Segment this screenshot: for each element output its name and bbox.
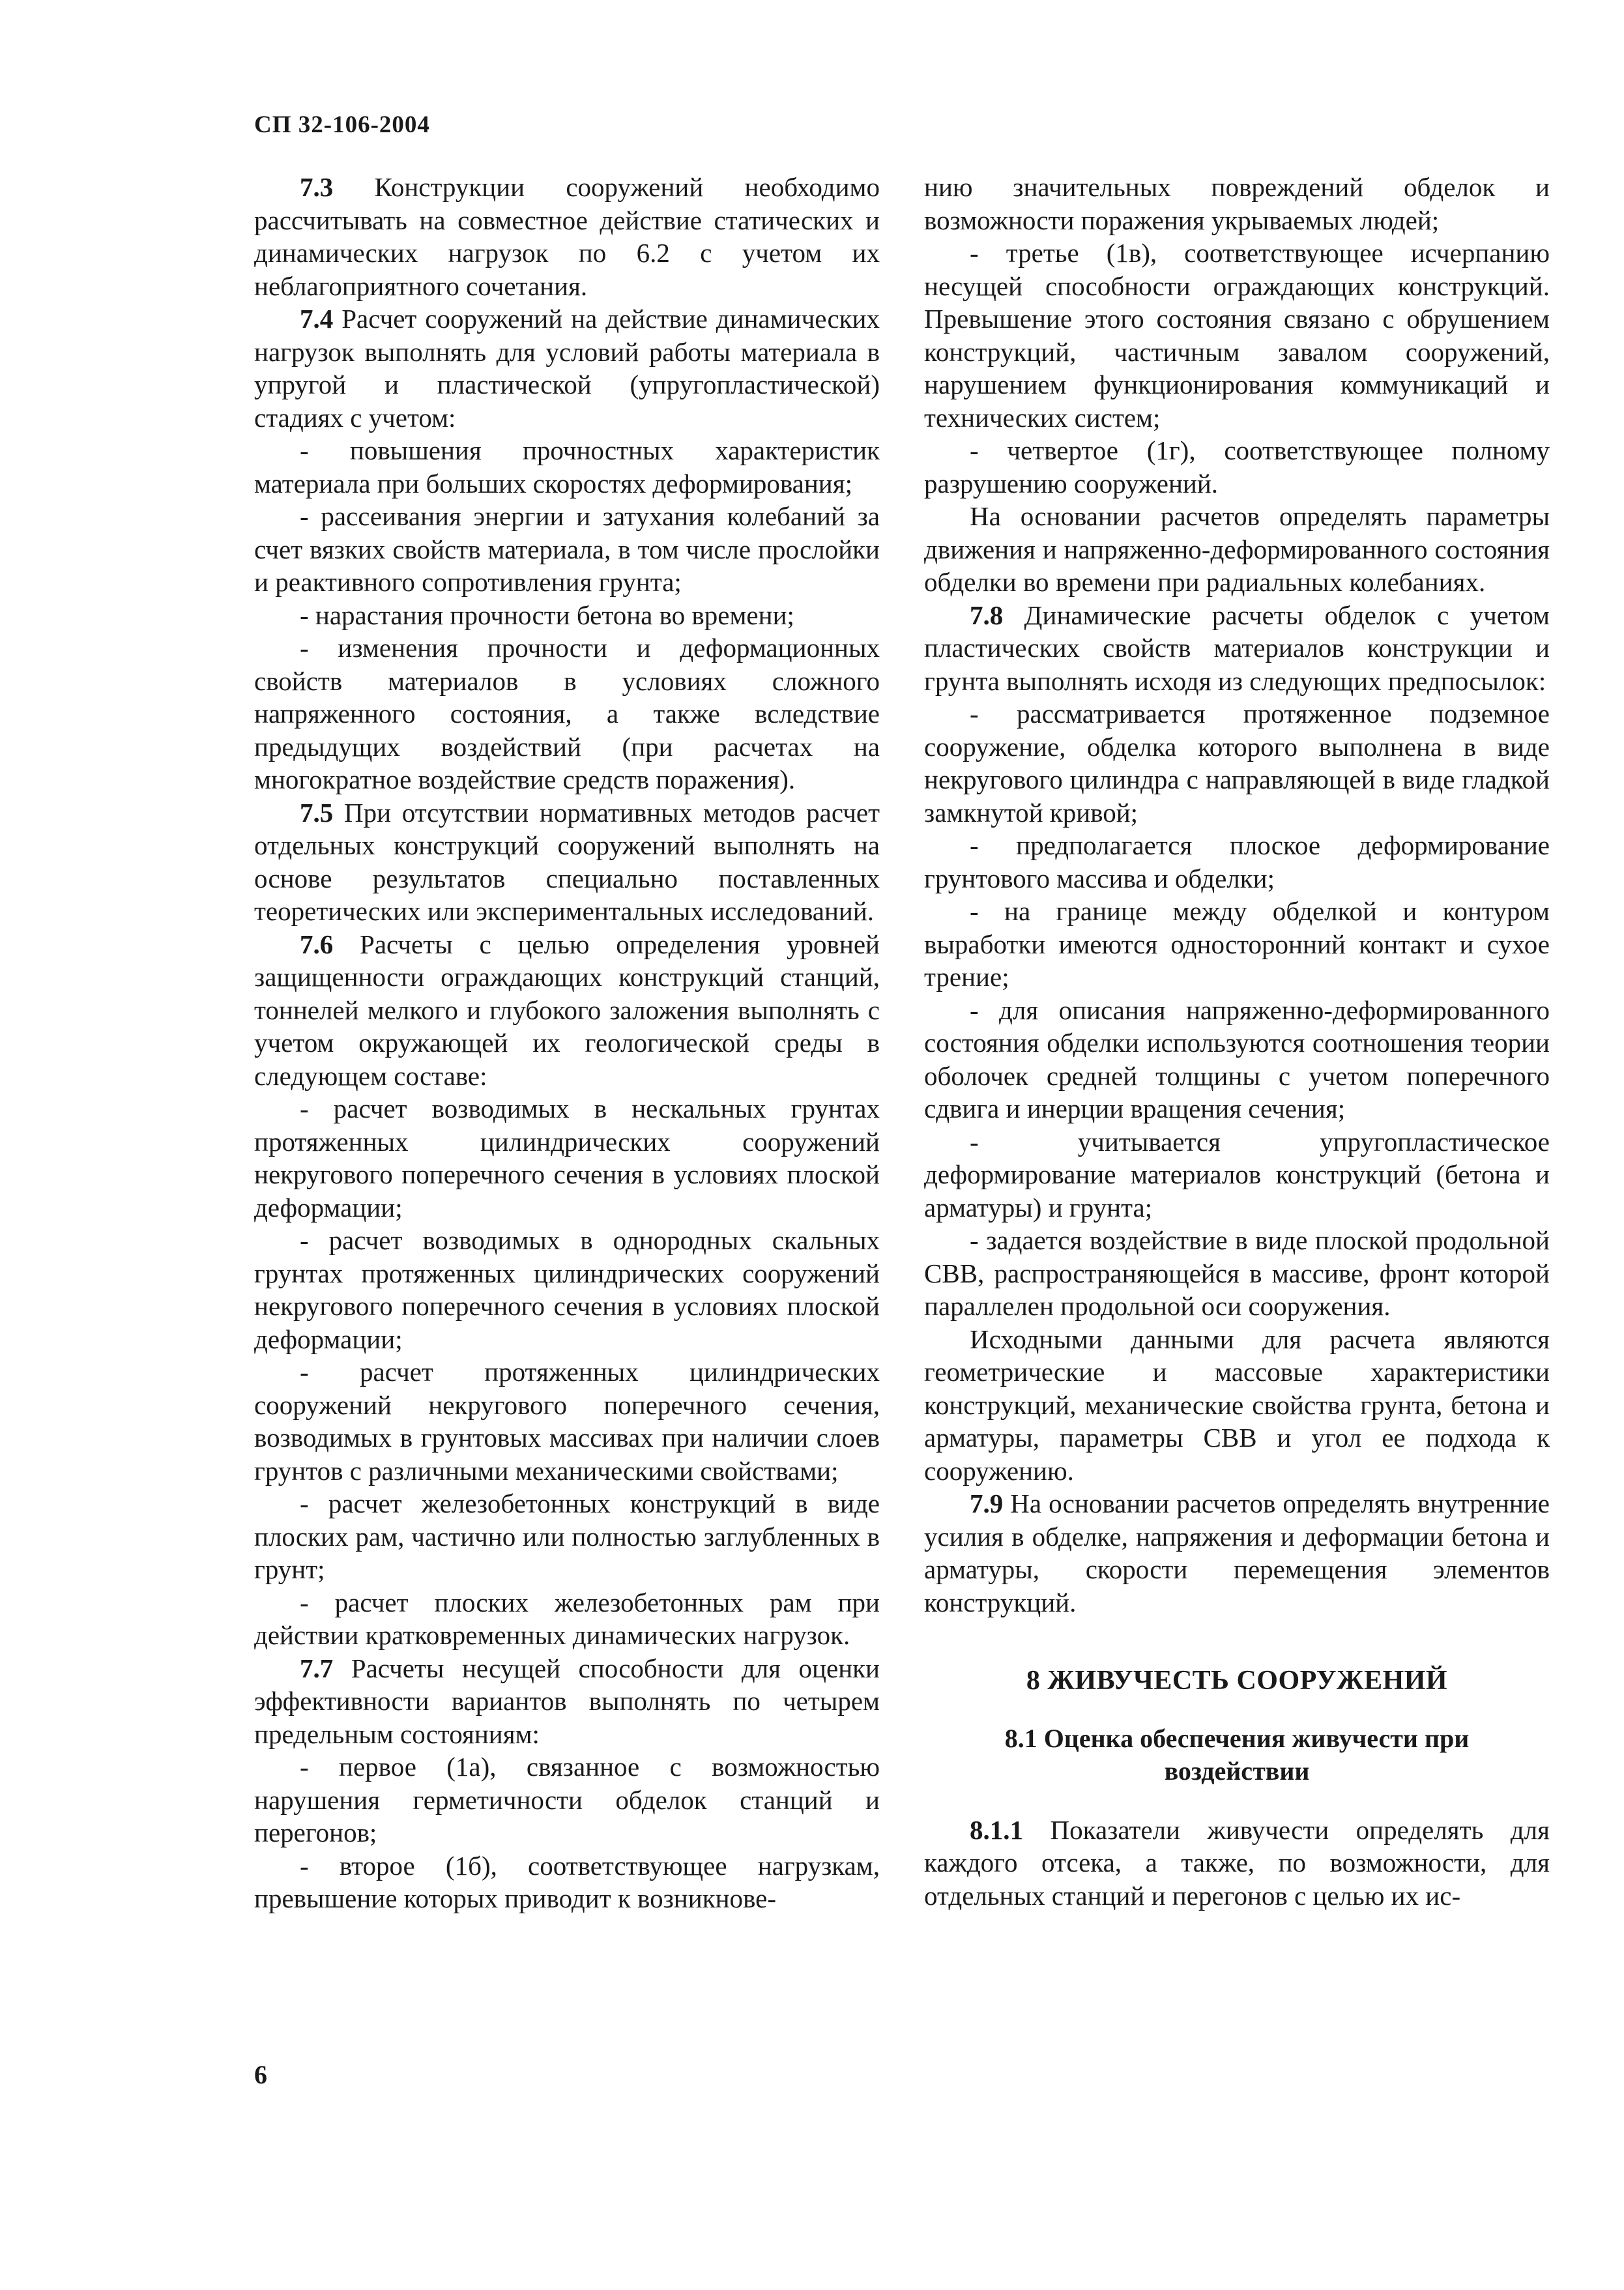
paragraph-7-6 <box>254 928 880 1093</box>
paragraph-7-4 <box>254 302 880 434</box>
list-item: - задается воздействие в виде плоской продольной СВВ, распространяющейся в массиве, фронт которой параллелен продольной оси сооружения. <box>924 1225 1550 1321</box>
paragraph-8-1-1 <box>924 1814 1550 1913</box>
clause-number-7-6: 7.6 <box>300 929 334 959</box>
list-item: - учитывается упругопластическое деформирование материалов конструкций (бетона и арматуры) и грунта; <box>924 1126 1550 1223</box>
list-item: - изменения прочности и деформационных свойств материалов в условиях сложного напряженного состояния, а также вследствие предыдущих воздействий (при расчетах на многократное воздействие средств поражения). <box>254 633 880 794</box>
page-number: 6 <box>254 2060 267 2089</box>
clause-number-7-4: 7.4 <box>300 304 334 334</box>
list-item: - первое (1а), связанное с возможностью нарушения герметичности обделок станций и перегонов; <box>254 1752 880 1848</box>
list-item: - нарастания прочности бетона во времени; <box>300 600 794 630</box>
paragraph-7-9 <box>924 1487 1550 1619</box>
paragraph-calc-parameters: На основании расчетов определять параметры движения и напряженно-деформированного состояния обделки во времени при радиальных колебаниях. <box>924 501 1550 597</box>
clause-number-7-7: 7.7 <box>300 1653 334 1683</box>
right-column <box>924 171 1550 1912</box>
clause-number-7-9: 7.9 <box>970 1488 1004 1518</box>
list-item: - второе (1б), соответствующее нагрузкам, превышение которых приводит к возникнове- <box>254 1850 880 1913</box>
list-item: - четвертое (1г), соответствующее полному разрушению сооружений. <box>924 435 1550 499</box>
section-8-heading: 8 ЖИВУЧЕСТЬ СООРУЖЕНИЙ <box>1026 1666 1448 1696</box>
clause-text-8-1-1: Показатели живучести определять для каждого отсека, а также, по возможности, для отдельных станций и перегонов с целью их ис- <box>924 1814 1550 1911</box>
list-item: - на границе между обделкой и контуром выработки имеются односторонний контакт и сухое трение; <box>924 896 1550 992</box>
clause-number-8-1-1: 8.1.1 <box>970 1814 1023 1845</box>
clause-text-7-7: Расчеты несущей способности для оценки эффективности вариантов выполнять по четырем предельным состояниям: <box>254 1653 880 1749</box>
clause-text-7-5: При отсутствии нормативных методов расчет отдельных конструкций сооружений выполнять на основе результатов специально поставленных теоретических или экспериментальных исследований. <box>254 797 880 926</box>
list-item: - третье (1в), соответствующее исчерпанию несущей способности ограждающих конструкций. Превышение этого состояния связано с обрушением конструкций, частичным завалом сооружений, нарушением функционирования коммуникаций и технических систем; <box>924 238 1550 433</box>
clause-text-7-3: Конструкции сооружений необходимо рассчитывать на совместное действие статических и динамических нагрузок по 6.2 с учетом их неблагоприятного сочетания. <box>254 172 880 301</box>
clause-text-7-9: На основании расчетов определять внутренние усилия в обделке, напряжения и деформации бетона и арматуры, скорости перемещения элементов конструкций. <box>924 1488 1550 1617</box>
list-item: - повышения прочностных характеристик материала при больших скоростях деформирования; <box>254 435 880 499</box>
clause-text-7-6: Расчеты с целью определения уровней защищенности ограждающих конструкций станций, тоннелей мелкого и глубокого заложения выполнять с учетом окружающей их геологической среды в следующем составе: <box>254 929 880 1091</box>
list-item: - расчет железобетонных конструкций в виде плоских рам, частично или полностью заглубленных в грунт; <box>254 1488 880 1584</box>
paragraph-input-data: Исходными данными для расчета являются геометрические и массовые характеристики конструкций, механические свойства грунта, бетона и арматуры, параметры СВВ и угол ее подхода к сооружению. <box>924 1324 1550 1486</box>
clause-number-7-8: 7.8 <box>970 600 1004 630</box>
list-item: - предполагается плоское деформирование грунтового массива и обделки; <box>924 830 1550 893</box>
list-item: - расчет возводимых в нескальных грунтах протяженных цилиндрических сооружений некругового поперечного сечения в условиях плоской деформации; <box>254 1094 880 1223</box>
clause-number-7-3: 7.3 <box>300 172 334 202</box>
paragraph-7-5 <box>254 796 880 928</box>
list-item: - рассматривается протяженное подземное сооружение, обделка которого выполнена в виде некругового цилиндра с направляющей в виде гладкой замкнутой кривой; <box>924 699 1550 828</box>
left-column <box>254 171 880 1915</box>
clause-number-7-5: 7.5 <box>300 797 334 828</box>
clause-text-7-4: Расчет сооружений на действие динамических нагрузок выполнять для условий работы материала в упругой и пластической (упругопластической) стадиях с учетом: <box>254 304 880 433</box>
paragraph-7-7 <box>254 1652 880 1751</box>
continued-paragraph: нию значительных повреждений обделок и возможности поражения укрываемых людей; <box>924 172 1550 235</box>
subsection-8-1-heading: 8.1 Оценка обеспечения живучести при воздействии <box>1004 1723 1470 1786</box>
document-code-header: СП 32-106-2004 <box>254 111 430 138</box>
list-item: - расчет плоских железобетонных рам при действии кратковременных динамических нагрузок. <box>254 1587 880 1650</box>
list-item: - рассеивания энергии и затухания колебаний за счет вязких свойств материала, в том числе прослойки и реактивного сопротивления грунта; <box>254 501 880 597</box>
paragraph-7-3 <box>254 171 880 302</box>
clause-text-7-8: Динамические расчеты обделок с учетом пластических свойств материалов конструкции и грунта выполнять исходя из следующих предпосылок: <box>924 600 1550 696</box>
list-item: - расчет возводимых в однородных скальных грунтах протяженных цилиндрических сооружений некругового поперечного сечения в условиях плоской деформации; <box>254 1225 880 1354</box>
list-item: - расчет протяженных цилиндрических сооружений некругового поперечного сечения, возводимых в грунтовых массивах при наличии слоев грунтов с различными механическими свойствами; <box>254 1357 880 1486</box>
paragraph-7-8 <box>924 599 1550 698</box>
list-item: - для описания напряженно-деформированного состояния обделки используются соотношения теории оболочек средней толщины с учетом поперечного сдвига и инерции вращения сечения; <box>924 994 1550 1123</box>
